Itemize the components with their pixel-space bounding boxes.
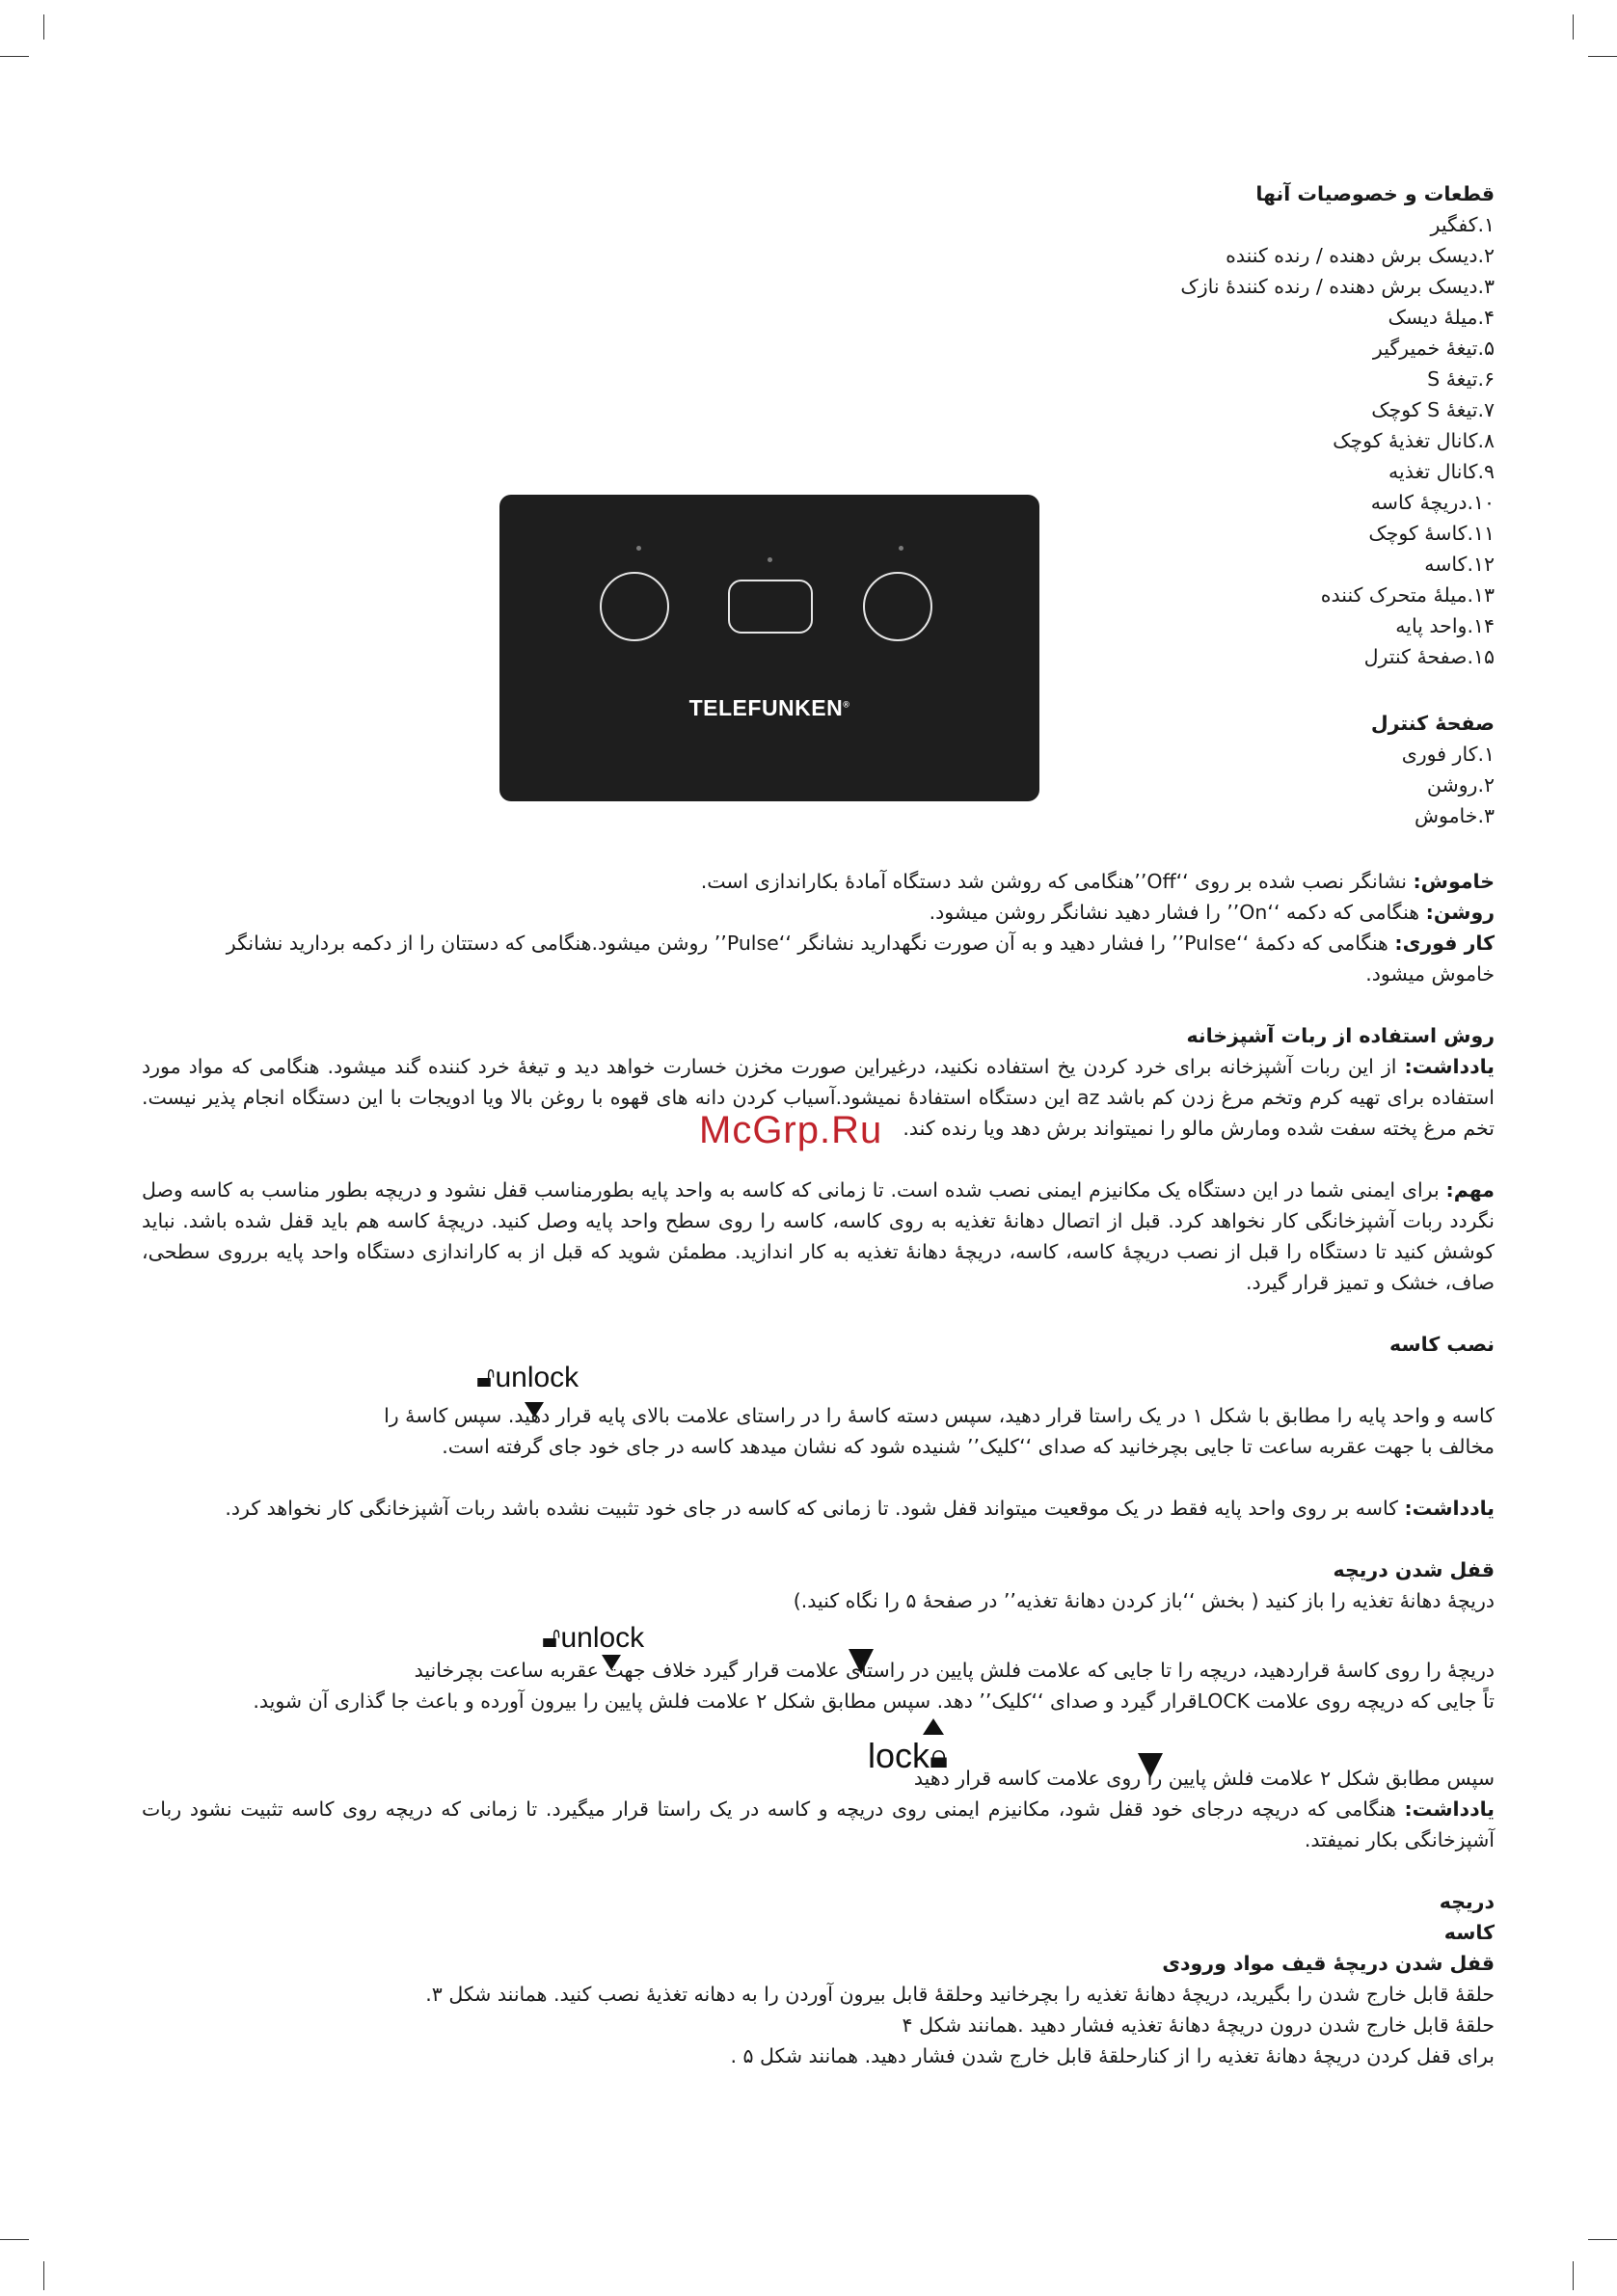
list-item: ۱۲.کاسه (1424, 553, 1495, 576)
lid-note: یادداشت: هنگامی که دریچه درجای خود قفل شود، مکانیزم ایمنی روی دریچه و کاسه در یک راستا قرار میگیرد. تا زمانی که دریچه روی کاسه تثبیت نشود ربات آشپزخانگی بکار نمیفتد. (142, 1797, 1495, 1851)
list-item: ۷.تیغهٔ S کوچک (1371, 398, 1495, 421)
list-item: ۹.کانال تغذیه (1388, 460, 1495, 483)
unlock-icon: 🔓︎unlock (542, 1622, 645, 1654)
feed-heading1: دریچه (1439, 1890, 1495, 1913)
lid-line3: سپس مطابق شکل ۲ علامت فلش پایین را روی علامت کاسه قرار دهید (913, 1767, 1495, 1790)
list-item: ۱۴.واحد پایه (1395, 614, 1495, 637)
list-item: ۸.کانال تغذیهٔ کوچک (1333, 429, 1495, 452)
indicator-led (899, 546, 903, 551)
lock-icon: lock🔒︎ (868, 1736, 949, 1775)
crop-mark (0, 2239, 29, 2240)
control-section (1371, 708, 1495, 831)
feed-line2: حلقهٔ قابل خارج شدن درون دریچهٔ دهانهٔ تغذیه فشار دهید .همانند شکل ۴ (902, 2013, 1495, 2037)
list-item: ۱۰.دریچهٔ کاسه (1370, 491, 1495, 514)
install-line2: مخالف با جهت عقربه ساعت تا جایی بچرخانید که صدای ‘‘کلیک’’ شنیده شود که نشان میدهد کاسه در جای خود جای گرفته است. (442, 1435, 1495, 1458)
list-item: ۱۱.کاسهٔ کوچک (1368, 522, 1495, 545)
list-item: ۵.تیغهٔ خمیرگیر (1372, 337, 1495, 360)
usage-note: یادداشت: از این ربات آشپزخانه برای خرد کردن یخ استفاده نکنید، درغیراین صورت مخزن خسارت خواهد دید و تیغهٔ خرد کننده گند میشود. هنگامی که مواد مورد استفاده برای تهیه کرم وتخم مرغ زدن کم باشد az این دستگاه استفادهٔ نمیشود.آسیاب کردن دانه های قهوه با روغن بالا ویا ادویجات با این دستگاه انجام پذیر نیست. تخم مرغ پخته سفت شده ومارش مالو را نمیتواند برش دهد ویا رنده کند. (142, 1055, 1495, 1140)
parts-list (1180, 209, 1495, 672)
list-item: ۱.کار فوری (1401, 743, 1495, 766)
usage-important: مهم: برای ایمنی شما در این دستگاه یک مکانیزم ایمنی نصب شده است. تا زمانی که کاسه به واحد پایه بطورمناسب قفل نشود و دریچه بطور مناسب به کاسه وصل نگردد ربات آشپزخانگی کار نخواهد کرد. قبل از اتصال دهانهٔ تغذیه به روی کاسه، کاسه را روی سطح واحد پایه وصل کنید. دریچهٔ کاسه هم باید قفل شده باشد. نباید کوشش کنید تا دستگاه را قبل از نصب دریچهٔ کاسه، کاسه، دریچهٔ دهانهٔ تغذیه به کار اندازید. مطمئن شوید که قبل از به کاراندازی دستگاه واحد پایه برروی سطحی، صاف، خشک و تمیز قرار گیرد. (142, 1178, 1495, 1294)
install-note: یادداشت: کاسه بر روی واحد پایه فقط در یک موقعیت میتواند قفل شود. تا زمانی که کاسه در جای خود تثبیت نشده باشد ربات آشپزخانگی کار نخواهد کرد. (225, 1497, 1495, 1520)
feed-heading3: قفل شدن دریچهٔ قیف مواد ورودی (1162, 1952, 1495, 1975)
state-on: روشن: هنگامی که دکمه ‘‘On’’ را فشار دهید نشانگر روشن میشود. (929, 901, 1495, 924)
install-line1: کاسه و واحد پایه را مطابق با شکل ۱ در یک راستا قرار دهید، سپس دسته کاسهٔ را در راستای علامت بالای پایه قرار دهید. سپس کاسهٔ را (384, 1404, 1495, 1427)
state-pulse-cont: خاموش میشود. (1365, 962, 1495, 986)
crop-mark (1588, 2239, 1617, 2240)
lid-line1: دریچهٔ را روی کاسهٔ قراردهید، دریچه را تا جایی که علامت فلش پایین در راستای علامت قرار گیرد خلاف جهت عقربه ساعت بچرخانید (414, 1659, 1495, 1682)
crop-mark (1588, 56, 1617, 57)
list-item: ۲.دیسک برش دهنده / رنده کننده (1226, 244, 1495, 267)
list-item: ۱.کفگیر (1430, 213, 1495, 236)
indicator-led (768, 557, 772, 562)
arrow-up-icon (923, 1718, 944, 1735)
list-item: ۲.روشن (1426, 773, 1495, 797)
crop-mark (1573, 14, 1574, 40)
feed-line3: برای قفل کردن دریچهٔ دهانهٔ تغذیه را از کنارحلقهٔ قابل خارج شدن فشار دهید. همانند شکل ۵ . (730, 2044, 1495, 2067)
list-item: ۱۳.میلهٔ متحرک کننده (1320, 583, 1495, 607)
parts-section (1180, 178, 1495, 672)
control-heading: صفحهٔ کنترل (1370, 712, 1495, 735)
crop-mark (43, 2261, 44, 2290)
control-list (1371, 739, 1495, 831)
list-item: ۴.میلهٔ دیسک (1388, 306, 1495, 329)
brand-logo: TELEFUNKEN® (688, 695, 850, 720)
watermark: McGrp.Ru (699, 1109, 883, 1151)
usage-heading: روش استفاده از ربات آشپزخانه (1186, 1024, 1495, 1047)
crop-mark (43, 14, 44, 40)
pulse-knob-icon (600, 572, 669, 641)
install-heading: نصب کاسه (1389, 1333, 1495, 1356)
lid-line0: دریچهٔ دهانهٔ تغذیه را باز کنید ( بخش ‘‘باز کردن دهانهٔ تغذیه’’ در صفحهٔ ۵ را نگاه کنید.) (793, 1589, 1495, 1612)
control-panel-image (499, 495, 1039, 801)
unlock-icon: 🔓︎unlock (476, 1362, 579, 1393)
lid-heading: قفل شدن دریچه (1333, 1558, 1495, 1581)
on-button-icon (728, 580, 813, 634)
list-item: ۱۵.صفحهٔ کنترل (1363, 645, 1495, 668)
parts-heading: قطعات و خصوصیات آنها (1255, 182, 1495, 205)
crop-mark (0, 56, 29, 57)
feed-heading2: کاسه (1443, 1921, 1495, 1944)
state-pulse: کار فوری: هنگامی که دکمهٔ ‘‘Pulse’’ را فشار دهید و به آن صورت نگهدارید نشانگر ‘‘Pulse’’ روشن میشود.هنگامی که دستتان را از دکمه بردارید نشانگر (226, 932, 1495, 955)
list-item: ۳.خاموش (1414, 804, 1495, 827)
list-item: ۳.دیسک برش دهنده / رنده کنندهٔ نازک (1180, 275, 1495, 298)
lid-line2: تاً جایی که دریچه روی علامت LOCKقرار گیرد و صدای ‘‘کلیک’’ دهد. سپس مطابق شکل ۲ علامت فلش پایین را بیرون آورده و باعث جا گذاری آن شوید. (253, 1689, 1495, 1713)
feed-line1: حلقهٔ قابل خارج شدن را بگیرید، دریچهٔ دهانهٔ تغذیه را بچرخانید وحلقهٔ قابل بیرون آوردن را به دهانه تغذیهٔ نصب کنید. همانند شکل ۳. (425, 1983, 1495, 2006)
off-knob-icon (863, 572, 932, 641)
crop-mark (1573, 2261, 1574, 2290)
indicator-led (636, 546, 641, 551)
state-off: خاموش: نشانگر نصب شده بر روی ‘‘Off’’هنگامی که روشن شد دستگاه آمادهٔ بکاراندازی است. (700, 870, 1495, 893)
list-item: ۶.تیغهٔ S (1427, 367, 1495, 391)
